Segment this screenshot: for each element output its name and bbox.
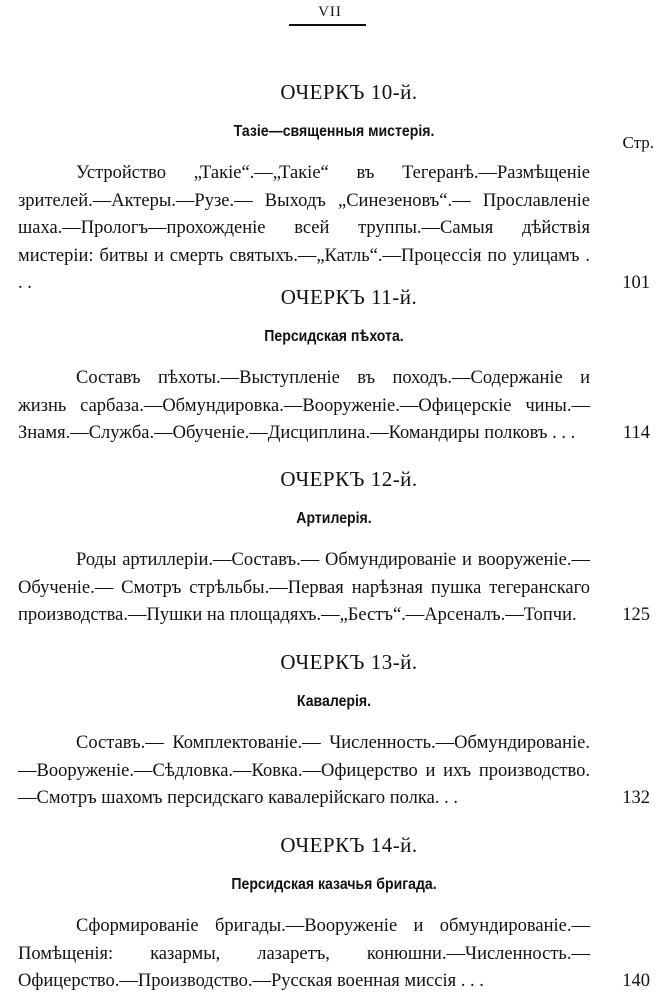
chapter-13 [0,648,668,813]
chapter-page-number: 125 [622,605,650,625]
chapter-page-number: 114 [622,423,650,443]
chapter-subtitle: Артилерія. [296,510,372,527]
page-column-label: Стр. [622,133,654,152]
chapter-page-number: 132 [622,788,650,808]
chapter-contents [18,913,650,996]
chapter-contents [18,730,650,813]
chapter-subtitle: Персидская казачья бригада. [231,876,437,893]
chapter-description: Сформированіе бригады.—Вооруженіе и обмундированіе.—Помѣщенія: казармы, лазаретъ, конюшни.—Численность.— Офицерство.—Производство.—Русская военная миссія . . . [18,916,590,991]
chapter-title: ОЧЕРКЪ 12-й. [280,467,418,491]
chapter-title: ОЧЕРКЪ 14-й. [280,833,418,857]
page-number-rule [289,24,366,26]
page-number: VII [318,4,342,20]
chapter-title: ОЧЕРКЪ 13-й. [280,650,418,674]
chapter-description: Составъ пѣхоты.—Выступленіе въ походъ.—Содержаніе и жизнь сарбаза.—Обмундировка.—Вооруженіе.—Офицерскіе чины.—Знамя.—Служба.—Обученіе.—Дисциплина.—Командиры полковъ . . . [18,368,590,443]
chapter-subtitle: Тазіе—священныя мистерія. [233,123,435,140]
chapter-subtitle: Кавалерія. [296,693,372,710]
chapter-page-number: 140 [622,971,650,991]
chapter-contents [18,365,650,448]
chapter-10 [0,78,668,298]
chapter-contents [18,160,650,298]
chapter-title: ОЧЕРКЪ 10-й. [280,80,418,104]
chapter-page-number: 101 [622,273,650,293]
chapter-subtitle: Персидская пѣхота. [264,328,404,345]
chapter-description: Составъ.— Комплектованіе.— Численность.—Обмундированіе.—Вооруженіе.—Сѣдловка.—Ковка.—Офицерство и ихъ производство.—Смотръ шахомъ персидскаго кавалерійскаго полка. . . [18,733,590,808]
chapter-description: Роды артиллеріи.—Составъ.— Обмундированіе и вооруженіе.— Обученіе.— Смотръ стрѣльбы.—Первая нарѣзная пушка тегеранскаго производства.—Пушки на площадяхъ.—„Бестъ“.—Арсеналъ.—Топчи. [18,550,590,625]
chapter-title: ОЧЕРКЪ 11-й. [280,285,418,309]
chapter-12 [0,465,668,630]
chapter-11 [0,283,668,448]
chapter-description: Устройство „Такіе“.—„Такіе“ въ Тегеранѣ.—Размѣщеніе зрителей.—Актеры.—Рузе.— Выходъ „Синезеновъ“.— Прославленіе шаха.—Прологъ—прохожденіе всей труппы.—Самыя дѣйствія мистеріи: битвы и смерть святыхъ.—„Катль“.—Процессія по улицамъ . . . [18,163,590,293]
chapter-contents [18,547,650,630]
chapter-14 [0,831,668,996]
